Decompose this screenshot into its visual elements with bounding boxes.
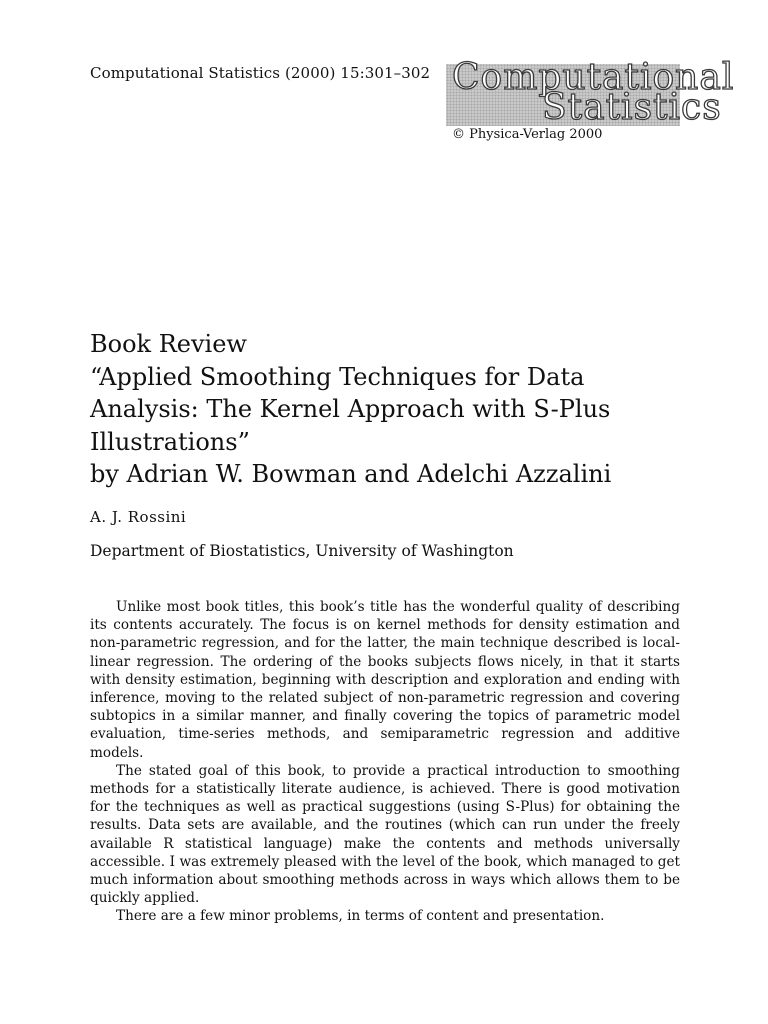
body-paragraph: The stated goal of this book, to provide a practical introduction to smoothing methods for a statistically literate audience, is achieved. There is good motivation for the techniques as well as practical suggestions (using S-Plus) for obtaining the results. Data sets are available, and the routines (which can run under the freely available R statistical language) make the contents and methods universally accessible. I was extremely pleased with the level of the book, which managed to get much information about smoothing methods across in ways which allows them to be quickly applied.	[90, 762, 680, 907]
title-line-4: Illustrations”	[90, 427, 250, 456]
title-line-1: Book Review	[90, 330, 247, 358]
journal-citation: Computational Statistics (2000) 15:301–302	[90, 64, 431, 82]
journal-logo	[446, 57, 735, 128]
author-affiliation: Department of Biostatistics, University of Washington	[90, 542, 514, 560]
logo-text-line2: Statistics	[542, 87, 722, 128]
copyright-notice: © Physica-Verlag 2000	[452, 127, 603, 142]
logo-text-line1: Computational	[452, 57, 735, 98]
body-paragraph: Unlike most book titles, this book’s title has the wonderful quality of describing its contents accurately. The focus is on kernel methods for density estimation and non-parametric regression, and for the latter, the main technique described is local-linear regression. The ordering of the books subjects flows nicely, in that it starts with density estimation, beginning with description and exploration and ending with inference, moving to the related subject of non-parametric regression and covering subtopics in a similar manner, and finally covering the topics of parametric model evaluation, time-series methods, and semiparametric regression and additive models.	[90, 599, 680, 761]
title-line-5: by Adrian W. Bowman and Adelchi Azzalini	[90, 460, 612, 488]
title-line-2: “Applied Smoothing Techniques for Data	[90, 362, 585, 391]
article-body	[90, 598, 680, 926]
title-line-3: Analysis: The Kernel Approach with S-Plus	[90, 395, 611, 423]
author-name: A. J. Rossini	[90, 508, 187, 526]
article-title	[90, 328, 710, 491]
body-paragraph: There are a few minor problems, in terms of content and presentation.	[116, 908, 605, 925]
